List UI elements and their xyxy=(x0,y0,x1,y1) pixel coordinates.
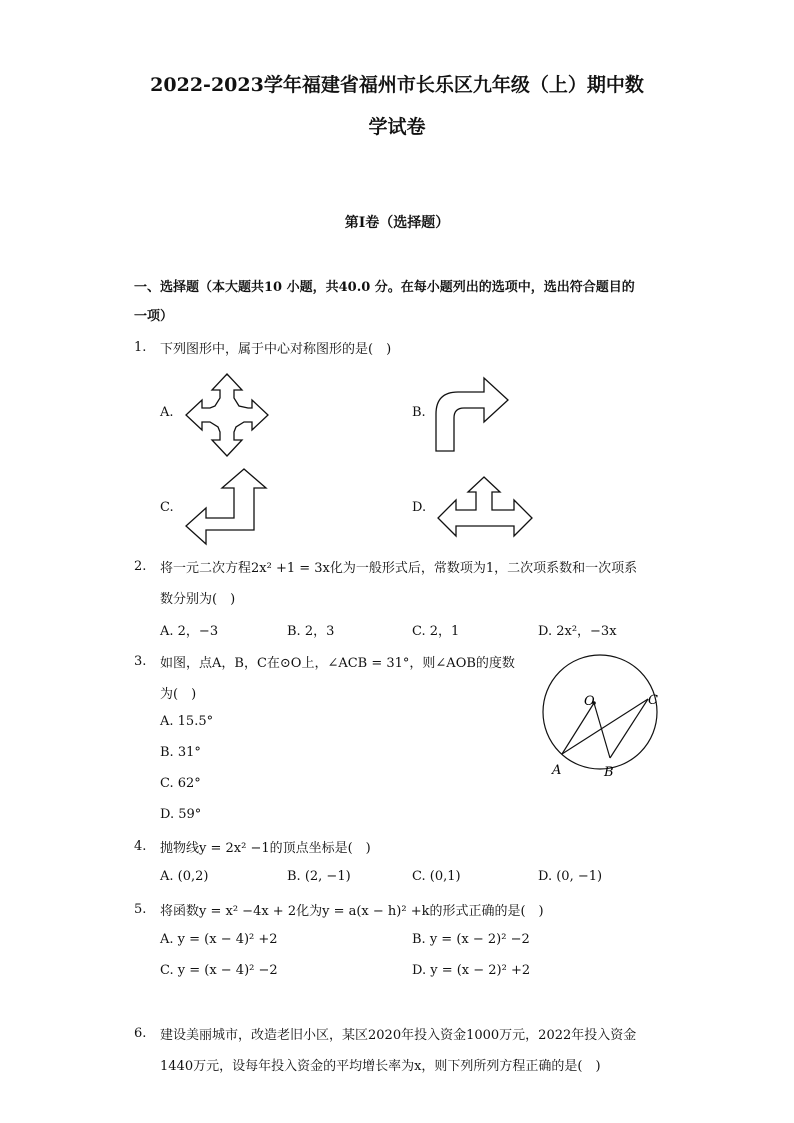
q1-option-b-label: B. xyxy=(412,405,426,420)
q5-stem: 将函数y = x² −4x + 2化为y = a(x − h)² +k的形式正确的是( ) xyxy=(160,904,544,919)
circle-geometry-figure xyxy=(536,652,666,781)
label-o: O xyxy=(584,694,595,709)
q4-option-a: A. (0,2) xyxy=(160,869,209,884)
part-heading-line1: 一、选择题（本大题共10 小题，共40.0 分。在每小题列出的选项中，选出符合题目的 xyxy=(134,280,635,295)
q3-option-a: A. 15.5° xyxy=(160,714,214,729)
q2-option-a: A. 2，−3 xyxy=(160,624,219,639)
exam-title-line2: 学试卷 xyxy=(368,116,426,138)
l-shaped-arrow-icon xyxy=(184,468,270,552)
q3-option-d: D. 59° xyxy=(160,807,202,822)
q2-option-c: C. 2，1 xyxy=(412,624,460,639)
q2-stem-line1: 将一元二次方程2x² +1 = 3x化为一般形式后，常数项为1，二次项系数和一次项系 xyxy=(160,561,638,576)
q5-option-a: A. y = (x − 4)² +2 xyxy=(160,932,278,947)
q3-option-c: C. 62° xyxy=(160,776,201,791)
q4-option-b: B. (2, −1) xyxy=(287,869,351,884)
three-way-arrow-icon xyxy=(436,476,534,546)
q3-number: 3. xyxy=(134,654,147,669)
q1-option-a-label: A. xyxy=(160,405,174,420)
q5-number: 5. xyxy=(134,902,147,917)
segment-ao xyxy=(562,703,594,754)
q1-stem: 下列图形中，属于中心对称图形的是( ) xyxy=(160,342,392,357)
label-c: C xyxy=(648,693,658,708)
q5-option-b: B. y = (x − 2)² −2 xyxy=(412,932,530,947)
segment-bc xyxy=(610,699,648,758)
q4-stem: 抛物线y = 2x² −1的顶点坐标是( ) xyxy=(160,841,371,856)
four-way-arrow-icon xyxy=(184,372,270,462)
q1-number: 1. xyxy=(134,340,147,355)
q3-stem-line2: 为( ) xyxy=(160,687,197,702)
q5-option-c: C. y = (x − 4)² −2 xyxy=(160,963,278,978)
q2-option-b: B. 2，3 xyxy=(287,624,335,639)
q4-option-d: D. (0, −1) xyxy=(538,869,603,884)
exam-title-line1: 2022-2023学年福建省福州市长乐区九年级（上）期中数 xyxy=(150,74,644,96)
q6-stem-line1: 建设美丽城市，改造老旧小区，某区2020年投入资金1000万元，2022年投入资金 xyxy=(160,1028,637,1043)
label-a: A xyxy=(552,763,562,777)
q4-number: 4. xyxy=(134,839,147,854)
q6-number: 6. xyxy=(134,1026,147,1041)
label-b: B xyxy=(604,765,614,777)
q2-number: 2. xyxy=(134,559,147,574)
q4-option-c: C. (0,1) xyxy=(412,869,461,884)
q6-stem-line2: 1440万元，设每年投入资金的平均增长率为x，则下列所列方程正确的是( ) xyxy=(160,1059,601,1074)
q1-option-d-label: D. xyxy=(412,500,427,515)
q2-option-d: D. 2x²，−3x xyxy=(538,624,617,639)
q1-option-c-label: C. xyxy=(160,500,174,515)
section-title: 第I卷（选择题） xyxy=(344,215,450,231)
q2-stem-line2: 数分别为( ) xyxy=(160,592,236,607)
q5-option-d: D. y = (x − 2)² +2 xyxy=(412,963,531,978)
q3-stem-line1: 如图，点A，B，C在⊙O上，∠ACB = 31°，则∠AOB的度数 xyxy=(160,656,515,671)
segment-ac xyxy=(562,699,648,754)
segment-ob xyxy=(594,703,610,758)
curved-turn-arrow-icon xyxy=(434,374,514,458)
q3-option-b: B. 31° xyxy=(160,745,201,760)
part-heading-line2: 一项） xyxy=(134,309,174,324)
